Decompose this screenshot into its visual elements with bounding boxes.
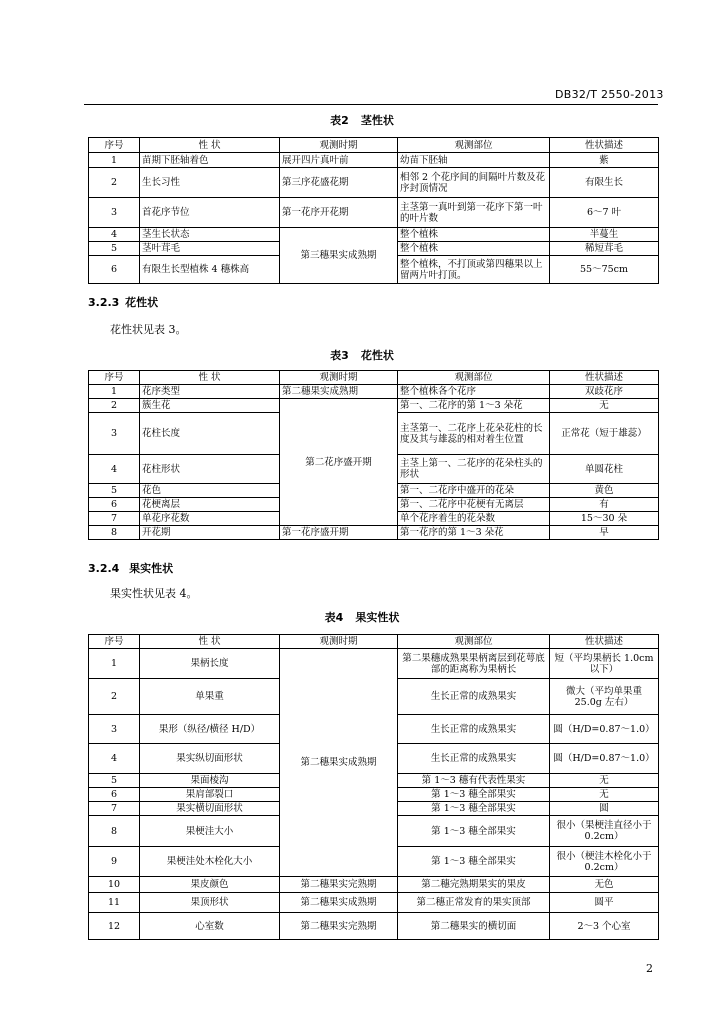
cell-part: 相邻 2 个花序间的间隔叶片数及花序封顶情况: [398, 168, 550, 198]
cell-part: 生长正常的成熟果实: [398, 715, 550, 744]
table4-caption: [0, 609, 724, 625]
cell-no: 7: [89, 512, 140, 526]
cell-no: 8: [89, 816, 140, 847]
cell-trait: 果面棱沟: [140, 774, 280, 788]
table-row: [89, 228, 659, 242]
cell-desc: 无: [550, 788, 659, 802]
cell-trait: 花柱形状: [140, 455, 280, 484]
cell-no: 2: [89, 679, 140, 715]
section-intro: 花性状见表 3。: [110, 323, 187, 336]
col-header-trait: 性 状: [140, 635, 280, 649]
cell-part: 生长正常的成熟果实: [398, 679, 550, 715]
cell-desc: 圆（H/D=0.87～1.0）: [550, 715, 659, 744]
cell-no: 8: [89, 526, 140, 540]
cell-trait: 茎生长状态: [140, 228, 280, 242]
cell-no: 3: [89, 413, 140, 455]
cell-desc: 15～30 朵: [550, 512, 659, 526]
cell-period: 第二穗果实完熟期: [280, 877, 398, 893]
cell-no: 2: [89, 168, 140, 198]
cell-part: 主茎第一真叶到第一花序下第一叶的叶片数: [398, 198, 550, 228]
table-row: [89, 526, 659, 540]
table-row: [89, 649, 659, 679]
cell-desc: 圆平: [550, 893, 659, 913]
cell-part: 第 1～3 穗全部果实: [398, 788, 550, 802]
col-header-part: 观测部位: [398, 635, 550, 649]
cell-no: 9: [89, 847, 140, 877]
cell-part: 幼苗下胚轴: [398, 153, 550, 168]
cell-part: 整个植株，不打顶或第四穗果以上留两片叶打顶。: [398, 256, 550, 284]
cell-desc: 无: [550, 774, 659, 788]
cell-period: 第二穗果实完熟期: [280, 913, 398, 940]
cell-period: 展开四片真叶前: [280, 153, 398, 168]
cell-trait: 生长习性: [140, 168, 280, 198]
cell-desc: 有限生长: [550, 168, 659, 198]
table4: [88, 634, 659, 940]
section-title: 花性状: [125, 296, 159, 309]
cell-no: 5: [89, 484, 140, 498]
cell-period: 第一花序开花期: [280, 198, 398, 228]
table2-header-row: [89, 138, 659, 153]
col-header-part: 观测部位: [398, 371, 550, 385]
cell-period: 第二穗果实成熟期: [280, 649, 398, 877]
table4-title: 果实性状: [355, 611, 400, 624]
cell-no: 1: [89, 385, 140, 399]
cell-no: 5: [89, 242, 140, 256]
cell-desc: 很小（梗洼木栓化小于 0.2cm）: [550, 847, 659, 877]
cell-part: 第一、二花序中花梗有无离层: [398, 498, 550, 512]
cell-part: 第二穗果实的横切面: [398, 913, 550, 940]
table-row: [89, 893, 659, 913]
cell-part: 第一、二花序中盛开的花朵: [398, 484, 550, 498]
cell-period: 第一花序盛开期: [280, 526, 398, 540]
cell-trait: 心室数: [140, 913, 280, 940]
section-intro: 果实性状见表 4。: [110, 587, 198, 600]
col-header-period: 观测时期: [280, 138, 398, 153]
header-rule: [84, 104, 658, 105]
col-header-desc: 性状描述: [550, 371, 659, 385]
cell-period: 第三序花盛花期: [280, 168, 398, 198]
cell-part: 第一、二花序的第 1～3 朵花: [398, 399, 550, 413]
cell-no: 6: [89, 498, 140, 512]
cell-desc: 黄色: [550, 484, 659, 498]
table3-caption: [0, 347, 724, 363]
cell-part: 整个植株: [398, 242, 550, 256]
cell-no: 6: [89, 788, 140, 802]
col-header-trait: 性 状: [140, 138, 280, 153]
cell-desc: 6～7 叶: [550, 198, 659, 228]
table2-number: 表2: [330, 114, 349, 127]
cell-no: 5: [89, 774, 140, 788]
cell-no: 3: [89, 715, 140, 744]
cell-trait: 果实纵切面形状: [140, 744, 280, 774]
cell-desc: 双歧花序: [550, 385, 659, 399]
cell-trait: 簇生花: [140, 399, 280, 413]
cell-desc: 半蔓生: [550, 228, 659, 242]
cell-no: 4: [89, 228, 140, 242]
cell-desc: 有: [550, 498, 659, 512]
cell-part: 生长正常的成熟果实: [398, 744, 550, 774]
table-row: [89, 877, 659, 893]
table-row: [89, 198, 659, 228]
col-header-no: 序号: [89, 138, 140, 153]
cell-part: 第 1～3 穗全部果实: [398, 816, 550, 847]
cell-part: 第二穗正常发育的果实顶部: [398, 893, 550, 913]
cell-trait: 茎叶茸毛: [140, 242, 280, 256]
cell-trait: 苗期下胚轴着色: [140, 153, 280, 168]
cell-trait: 果顶形状: [140, 893, 280, 913]
cell-desc: 很小（果梗洼直径小于 0.2cm）: [550, 816, 659, 847]
table-row: [89, 913, 659, 940]
cell-trait: 花序类型: [140, 385, 280, 399]
cell-desc: 单圆花柱: [550, 455, 659, 484]
col-header-trait: 性 状: [140, 371, 280, 385]
cell-period: 第三穗果实成熟期: [280, 228, 398, 284]
cell-no: 4: [89, 744, 140, 774]
cell-part: 第一花序的第 1～3 朵花: [398, 526, 550, 540]
table4-number: 表4: [324, 611, 344, 624]
cell-trait: 花柱长度: [140, 413, 280, 455]
cell-part: 第 1～3 穗全部果实: [398, 847, 550, 877]
cell-trait: 果形（纵径/横径 H/D）: [140, 715, 280, 744]
cell-part: 第二穗完熟期果实的果皮: [398, 877, 550, 893]
cell-no: 10: [89, 877, 140, 893]
cell-no: 7: [89, 802, 140, 816]
table-row: [89, 399, 659, 413]
cell-desc: 短（平均果柄长 1.0cm 以下）: [550, 649, 659, 679]
cell-desc: 微大（平均单果重 25.0g 左右）: [550, 679, 659, 715]
cell-desc: 圆: [550, 802, 659, 816]
cell-period: 第二穗果实成熟期: [280, 385, 398, 399]
table-row: [89, 168, 659, 198]
table3: [88, 370, 659, 540]
col-header-period: 观测时期: [280, 371, 398, 385]
cell-trait: 果梗洼大小: [140, 816, 280, 847]
cell-desc: 早: [550, 526, 659, 540]
cell-part: 主茎第一、二花序上花朵花柱的长度及其与雄蕊的相对着生位置: [398, 413, 550, 455]
cell-desc: 2～3 个心室: [550, 913, 659, 940]
cell-trait: 首花序节位: [140, 198, 280, 228]
col-header-period: 观测时期: [280, 635, 398, 649]
section-heading-flower: [88, 294, 158, 310]
table3-number: 表3: [330, 349, 349, 362]
page-number: 2: [646, 962, 653, 975]
cell-trait: 果柄长度: [140, 649, 280, 679]
cell-part: 整个植株各个花序: [398, 385, 550, 399]
table2: [88, 137, 659, 284]
section-heading-fruit: [88, 560, 173, 576]
table3-title: 花性状: [360, 349, 394, 362]
cell-desc: 圆（H/D=0.87～1.0）: [550, 744, 659, 774]
cell-no: 1: [89, 153, 140, 168]
section-title: 果实性状: [129, 562, 174, 575]
col-header-part: 观测部位: [398, 138, 550, 153]
table3-header-row: [89, 371, 659, 385]
table-row: [89, 153, 659, 168]
cell-trait: 有限生长型植株 4 穗株高: [140, 256, 280, 284]
cell-no: 2: [89, 399, 140, 413]
cell-trait: 开花期: [140, 526, 280, 540]
col-header-desc: 性状描述: [550, 635, 659, 649]
cell-no: 4: [89, 455, 140, 484]
cell-no: 3: [89, 198, 140, 228]
cell-part: 第 1～3 穗有代表性果实: [398, 774, 550, 788]
cell-desc: 稀短茸毛: [550, 242, 659, 256]
cell-part: 主茎上第一、二花序的花朵柱头的形状: [398, 455, 550, 484]
cell-desc: 55～75cm: [550, 256, 659, 284]
cell-trait: 花梗离层: [140, 498, 280, 512]
table-row: [89, 385, 659, 399]
cell-trait: 果实横切面形状: [140, 802, 280, 816]
document-code: DB32/T 2550-2013: [555, 88, 664, 101]
cell-trait: 花色: [140, 484, 280, 498]
cell-part: 单个花序着生的花朵数: [398, 512, 550, 526]
cell-desc: 正常花（短于雄蕊）: [550, 413, 659, 455]
cell-trait: 果皮颜色: [140, 877, 280, 893]
cell-no: 6: [89, 256, 140, 284]
cell-no: 12: [89, 913, 140, 940]
table2-title: 茎性状: [360, 114, 394, 127]
cell-part: 整个植株: [398, 228, 550, 242]
cell-desc: 无色: [550, 877, 659, 893]
cell-part: 第 1～3 穗全部果实: [398, 802, 550, 816]
cell-trait: 单果重: [140, 679, 280, 715]
col-header-no: 序号: [89, 635, 140, 649]
cell-trait: 单花序花数: [140, 512, 280, 526]
cell-trait: 果肩部裂口: [140, 788, 280, 802]
table2-caption: [0, 112, 724, 128]
col-header-no: 序号: [89, 371, 140, 385]
col-header-desc: 性状描述: [550, 138, 659, 153]
section-number: 3.2.3: [88, 296, 120, 309]
section-number: 3.2.4: [88, 562, 120, 575]
cell-period: 第二花序盛开期: [280, 399, 398, 526]
cell-desc: 无: [550, 399, 659, 413]
cell-trait: 果梗洼处木栓化大小: [140, 847, 280, 877]
cell-no: 1: [89, 649, 140, 679]
cell-part: 第二果穗成熟果果柄离层到花萼底部的距离称为果柄长: [398, 649, 550, 679]
cell-desc: 紫: [550, 153, 659, 168]
cell-no: 11: [89, 893, 140, 913]
table4-header-row: [89, 635, 659, 649]
cell-period: 第二穗果实成熟期: [280, 893, 398, 913]
